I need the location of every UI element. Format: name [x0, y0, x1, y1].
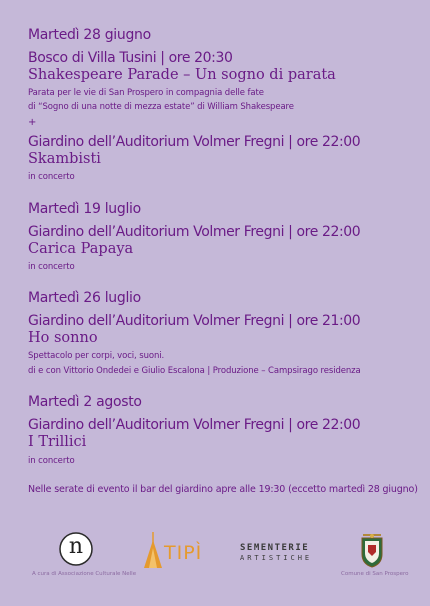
event-3-venue: Giardino dell’Auditorium Volmer Fregni | ore 21:00 — [28, 313, 361, 329]
event-4-venue: Giardino dell’Auditorium Volmer Fregni | ore 22:00 — [28, 417, 361, 433]
event-2-date: Martedì 19 luglio — [28, 201, 141, 217]
event-3-detail-1: Spettacolo per corpi, voci, suoni. — [28, 351, 165, 361]
event-4-date: Martedì 2 agosto — [28, 394, 142, 410]
event-3-title: Ho sonno — [28, 330, 98, 346]
tipi-logo — [142, 530, 222, 572]
event-1-detail-3: in concerto — [28, 172, 75, 182]
comune-crest — [359, 532, 385, 568]
sementerie-line-1: SEMENTERIE — [240, 543, 310, 553]
tipi-wordmark: TIPÌ — [164, 542, 203, 564]
event-2-title: Carica Papaya — [28, 241, 134, 257]
event-1-title-2: Skambisti — [28, 151, 101, 167]
bar-opening-note: Nelle serate di evento il bar del giardino apre alle 19:30 (eccetto martedì 28 giugno) — [28, 484, 418, 495]
nelle-caption: A cura di Associazione Culturale Nelle — [32, 571, 137, 577]
nelle-logo — [58, 531, 94, 567]
sementerie-logo — [240, 544, 332, 568]
event-1-title: Shakespeare Parade – Un sogno di parata — [28, 67, 336, 83]
event-1-venue: Bosco di Villa Tusini | ore 20:30 — [28, 50, 233, 66]
event-1-date: Martedì 28 giugno — [28, 27, 151, 43]
event-4-detail: in concerto — [28, 456, 75, 466]
comune-caption: Comune di San Prospero — [341, 571, 409, 577]
event-4-title: I Trillici — [28, 434, 87, 450]
event-2-detail: in concerto — [28, 262, 75, 272]
event-1-detail-1: Parata per le vie di San Prospero in compagnia delle fate — [28, 88, 264, 98]
nelle-logo-letter: n — [68, 534, 84, 559]
event-3-detail-2: di e con Vittorio Ondedei e Giulio Escalona | Produzione – Campsirago residenza — [28, 366, 361, 376]
crest-icon — [359, 532, 385, 568]
event-1-plus: + — [28, 117, 37, 128]
event-3-date: Martedì 26 luglio — [28, 290, 141, 306]
tipi-tent-icon — [142, 530, 164, 572]
sementerie-line-2: ARTISTICHE — [240, 554, 313, 562]
event-1-detail-2: di “Sogno di una notte di mezza estate” di William Shakespeare — [28, 102, 294, 112]
event-1-venue-2: Giardino dell’Auditorium Volmer Fregni | ore 22:00 — [28, 134, 361, 150]
event-2-venue: Giardino dell’Auditorium Volmer Fregni | ore 22:00 — [28, 224, 361, 240]
